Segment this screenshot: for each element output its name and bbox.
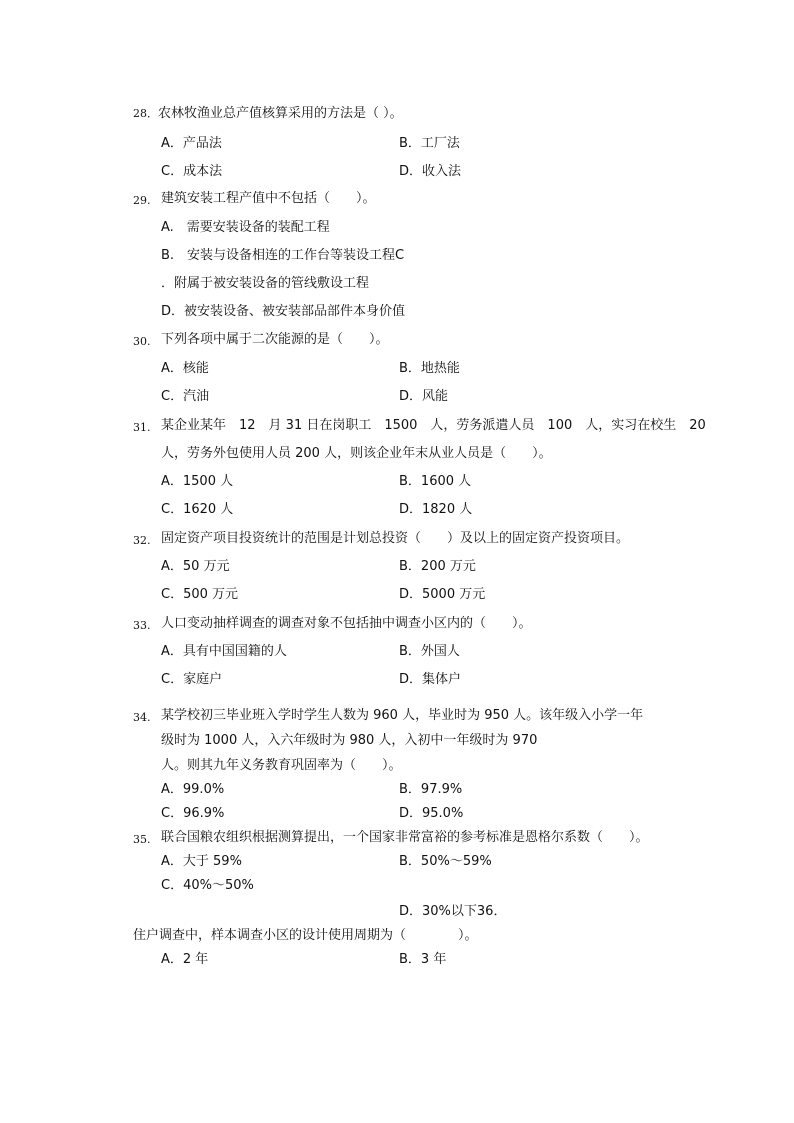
option-d: D．30%以下36． <box>399 904 507 919</box>
question-text-continued: 人，劳务外包使用人员 200 人，则该企业年末从业人员是（ ）。 <box>161 446 552 461</box>
option-d: D．5000 万元 <box>399 587 486 602</box>
option-a: A. 需要安装设备的装配工程 <box>161 220 330 235</box>
question-number: 35. <box>133 833 151 846</box>
option-b: B．200 万元 <box>399 559 476 574</box>
option-c: C．家庭户 <box>161 672 223 687</box>
option-b: B．外国人 <box>399 644 460 659</box>
question-number: 33. <box>133 619 151 632</box>
option-a: A．2 年 <box>161 952 209 967</box>
option-d: D．被安装设备、被安装部品部件本身价值 <box>161 304 406 319</box>
option-d: D．95.0% <box>399 806 464 821</box>
option-b: B．地热能 <box>399 361 460 376</box>
question-text: 固定资产项目投资统计的范围是计划总投资（ ）及以上的固定资产投资项目。 <box>161 531 630 546</box>
option-d: D．1820 人 <box>399 502 473 517</box>
question-number: 34. <box>133 711 151 724</box>
option-a: A．产品法 <box>161 136 222 151</box>
option-b: B．97.9% <box>399 782 463 797</box>
question-text-continued: 级时为 1000 人，入六年级时为 980 人，入初中一年级时为 970 <box>161 733 538 748</box>
question-text: 下列各项中属于二次能源的是（ ）。 <box>161 332 389 347</box>
option-c: C．500 万元 <box>161 587 239 602</box>
question-text-continued: 人。则其九年义务教育巩固率为（ ）。 <box>161 758 402 773</box>
option-c: C．成本法 <box>161 164 223 179</box>
question-text: 某企业某年 12 月 31 日在岗职工 1500 人，劳务派遣人员 100 人，实习在校生 20 <box>161 418 706 433</box>
option-d: D．集体户 <box>399 672 462 687</box>
option-a: A．99.0% <box>161 782 225 797</box>
option-b: B．1600 人 <box>399 474 472 489</box>
option-a: A．核能 <box>161 361 209 376</box>
question-text: 住户调查中，样本调查小区的设计使用周期为（ ）。 <box>133 928 478 943</box>
option-d: D．风能 <box>399 389 449 404</box>
option-b: B．50%～59% <box>399 854 492 869</box>
question-text: 人口变动抽样调查的调查对象不包括抽中调查小区内的（ ）。 <box>161 616 532 631</box>
option-c: C．96.9% <box>161 806 225 821</box>
option-b: B．工厂法 <box>399 136 460 151</box>
option-b: B．3 年 <box>399 952 447 967</box>
option-b: B. 安装与设备相连的工作台等装设工程C <box>161 248 405 263</box>
option-a: A．1500 人 <box>161 474 234 489</box>
option-c: C．汽油 <box>161 389 210 404</box>
option-a: A．具有中国国籍的人 <box>161 644 287 659</box>
option-c: ．附属于被安装设备的管线敷设工程 <box>161 276 370 291</box>
question-text: 农林牧渔业总产值核算采用的方法是（ ）。 <box>158 106 403 121</box>
question-text: 建筑安装工程产值中不包括（ ）。 <box>161 191 376 206</box>
question-number: 32. <box>133 534 151 547</box>
question-number: 28． <box>133 107 158 120</box>
option-d: D．收入法 <box>399 164 462 179</box>
question-number: 29. <box>133 194 151 207</box>
question-number: 30. <box>133 335 151 348</box>
question-28 <box>133 106 403 122</box>
question-text: 某学校初三毕业班入学时学生人数为 960 人，毕业时为 950 人。该年级入小学一年 <box>161 708 644 723</box>
option-a: A．50 万元 <box>161 559 230 574</box>
question-number: 31. <box>133 421 151 434</box>
question-text: 联合国粮农组织根据测算提出，一个国家非常富裕的参考标准是恩格尔系数（ ）。 <box>161 830 649 845</box>
option-c: C．40%～50% <box>161 878 254 893</box>
option-a: A．大于 59% <box>161 854 242 869</box>
option-c: C．1620 人 <box>161 502 234 517</box>
